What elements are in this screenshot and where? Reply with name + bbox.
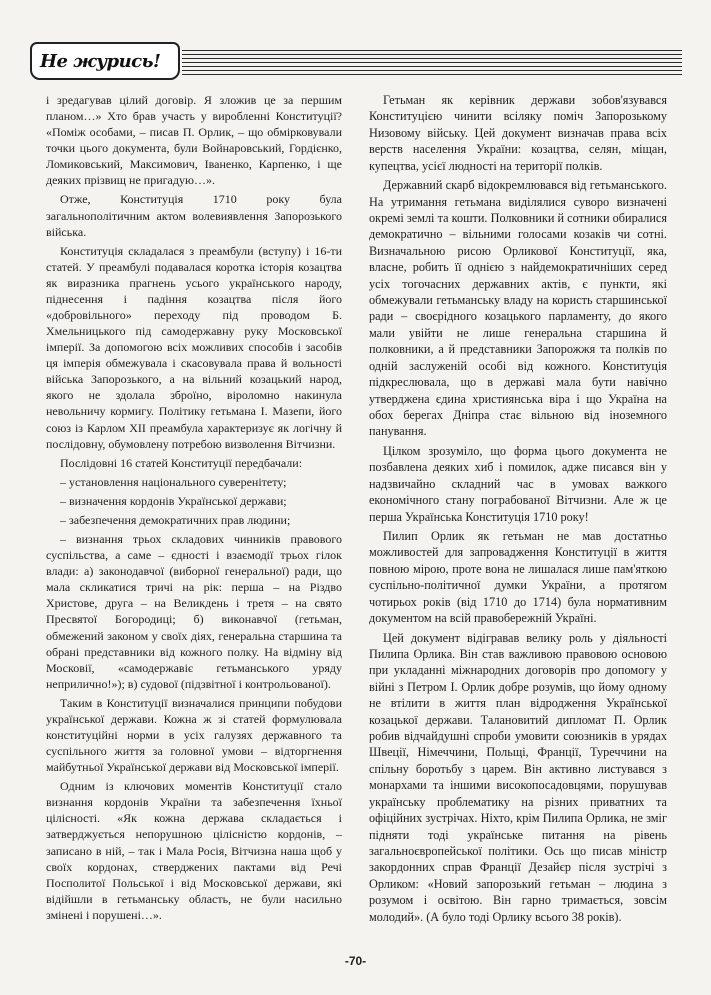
paragraph: і зредагував цілий договір. Я зложив це за першим планом…» Хто брав участь у виробленні Конституції? «Поміж особами, – писав П. Орлик, – що обмірковували точки цього документа, були Войнаровський, Гордієнко, Ломиковський, Максимович, Іваненко, Карпенко, і ще деяких прізвищ не пригадую…». xyxy=(46,93,342,188)
right-column xyxy=(369,92,667,928)
masthead xyxy=(30,42,682,82)
paragraph: Пилип Орлик як гетьман не мав достатньо можливостей для запровадження Конституції в життя повною мірою, проте вона не лишалася лише пам'яткою суспільно-політичної думки України, а протягом чотирьох років (від 1710 до 1714) була нормативним документом на всій правобережній Україні. xyxy=(369,528,667,626)
magazine-logo: Не журись! xyxy=(30,42,180,80)
paragraph: Державний скарб відокремлювався від гетьманського. На утримання гетьмана виділялися суворо визначені окремі землі та кошти. Полковники й сотники обиралися демократично – вільними голосами козаків чи сотні. Визначальною рисою Орликової Конституції, яка, власне, робить її однією з найдемократичніших серед усіх тогочасних державних актів, є пункти, які обмежували гетьманську владу на користь старшинської ради – своєрідного козацького парламенту, до якого мали увійти не лише генеральна старшина й полковники, а й представники Запорожжя та полків по одній заслуженій особі від кожного. Конституція підкреслювала, що в державі мала бути навічно утверджена єдина християнська віра і що Україна на обох берегах Дніпра стає вільною від іноземного панування. xyxy=(369,178,667,439)
paragraph: Отже, Конституція 1710 року була загальнополітичним актом волевиявлення Запорозького війська. xyxy=(46,192,342,239)
paragraph: Одним із ключових моментів Конституції стало визнання кордонів України та забезпечення їхньої цілісності. «Як кожна держава складається і затверджується непорушною цілісністю кордонів, – записано в ній, – так і Мала Росія, Вітчизна наша щоб у своїх кордонах, стверджених пактами від Речі Посполитої Польської і від Московської держави, які відійшли в гетьманську область, не були насильно змінені і порушені…». xyxy=(46,779,342,922)
paragraph: Конституція складалася з преамбули (вступу) і 16-ти статей. У преамбулі подавалася коротка історія козацтва як виразника прагнень усього українського народу, піднесення і падіння козацтва після його «добровільного» переходу під проводом Б. Хмельницького під самодержавну руку Московської імперії. За допомогою всіх можливих способів і засобів ця імперія обмежувала і скасовувала права й вольності війська Запорозького, а на вільний козацький народ, якого не здолала зброїно, віроломно накинула невольничу кормигу. Політику гетьмана І. Мазепи, його союз із Карлом XII преамбула характеризує як логічну й послідовну, обумовлену потребою визволення Вітчизни. xyxy=(46,243,342,451)
bullet-item: – визначення кордонів Української держави; xyxy=(60,493,287,508)
paragraph: Таким в Конституції визначалися принципи побудови української держави. Кожна ж зі статей формулювала конституційні норми в усіх галузях державного та суспільного життя за головної умови – відторгнення майбутньої Української держави від Московської імперії. xyxy=(46,695,342,775)
paragraph: Послідовні 16 статей Конституції передбачали: xyxy=(60,455,303,470)
paragraph: Цілком зрозуміло, що форма цього документа не позбавлена деяких хиб і помилок, адже писався він у надзвичайно складний час в умовах важкого економічного стану пограбованої Вітчизни. Але ж це перша Українська Конституція 1710 року! xyxy=(369,443,667,524)
paragraph: Цей документ відігравав велику роль у діяльності Пилипа Орлика. Він став важливою правовою основою при укладанні міжнародних договорів про допомогу у війні з Петром I. Орлик добре розумів, що йому одному не втілити в життя план відродження Української козацької держави. Талановитий дипломат П. Орлик робив відчайдушні спроби умовити союзників в урядах Швеції, Німеччини, Польщі, Франції, Туреччини на спільну боротьбу з царем. Він активно листувався з монархами та іншими високопосадовцями, порушував українську проблематику на різних приватних та офіційних зустрічах. Ніхто, крім Пилипа Орлика, не зміг підняти тоді українське питання на рівень загальноєвропейської політики. Ось що писав міністр закордонних справ Франції Дезайєр після зустрічі з Орликом: «Новий запорозький гетьман – людина з розумом і освітою. Він гарно тримається, зовсім молодий». (А було тоді Орлику всього 38 років). xyxy=(369,630,667,924)
paragraph: Гетьман як керівник держави зобов'язувався Конституцією чинити всіляку поміч Запорозькому Низовому війську. Цей документ визначав права всіх верств населення України: козацтва, селян, міщан, купецтва, усієї людності на території полків. xyxy=(369,93,667,173)
bullet-item: – забезпечення демократичних прав людини; xyxy=(60,512,291,527)
header-rule-lines xyxy=(182,50,682,76)
bullet-item: – установлення національного суверенітету; xyxy=(60,474,287,489)
page-number: -70- xyxy=(344,954,367,968)
left-column xyxy=(46,92,342,926)
bullet-item: – визнання трьох складових чинників правового суспільства, а саме – єдності і взаємодії трьох гілок влади: а) законодавчої (виборної генеральної) ради, що мала скликатися тричі на рік: перша – на Різдво Христове, друга – на Великдень і третя – на свято Пресвятої Богородиці; б) виконавчої (гетьман, обмежений законом у своїх діях, генеральна старшина та обрані представники від кожного полку. На відміну від Московії, «самодержавіє гетьманського уряду неприлично!»); в) судової (підзвітної і контрольованої). xyxy=(46,532,342,691)
